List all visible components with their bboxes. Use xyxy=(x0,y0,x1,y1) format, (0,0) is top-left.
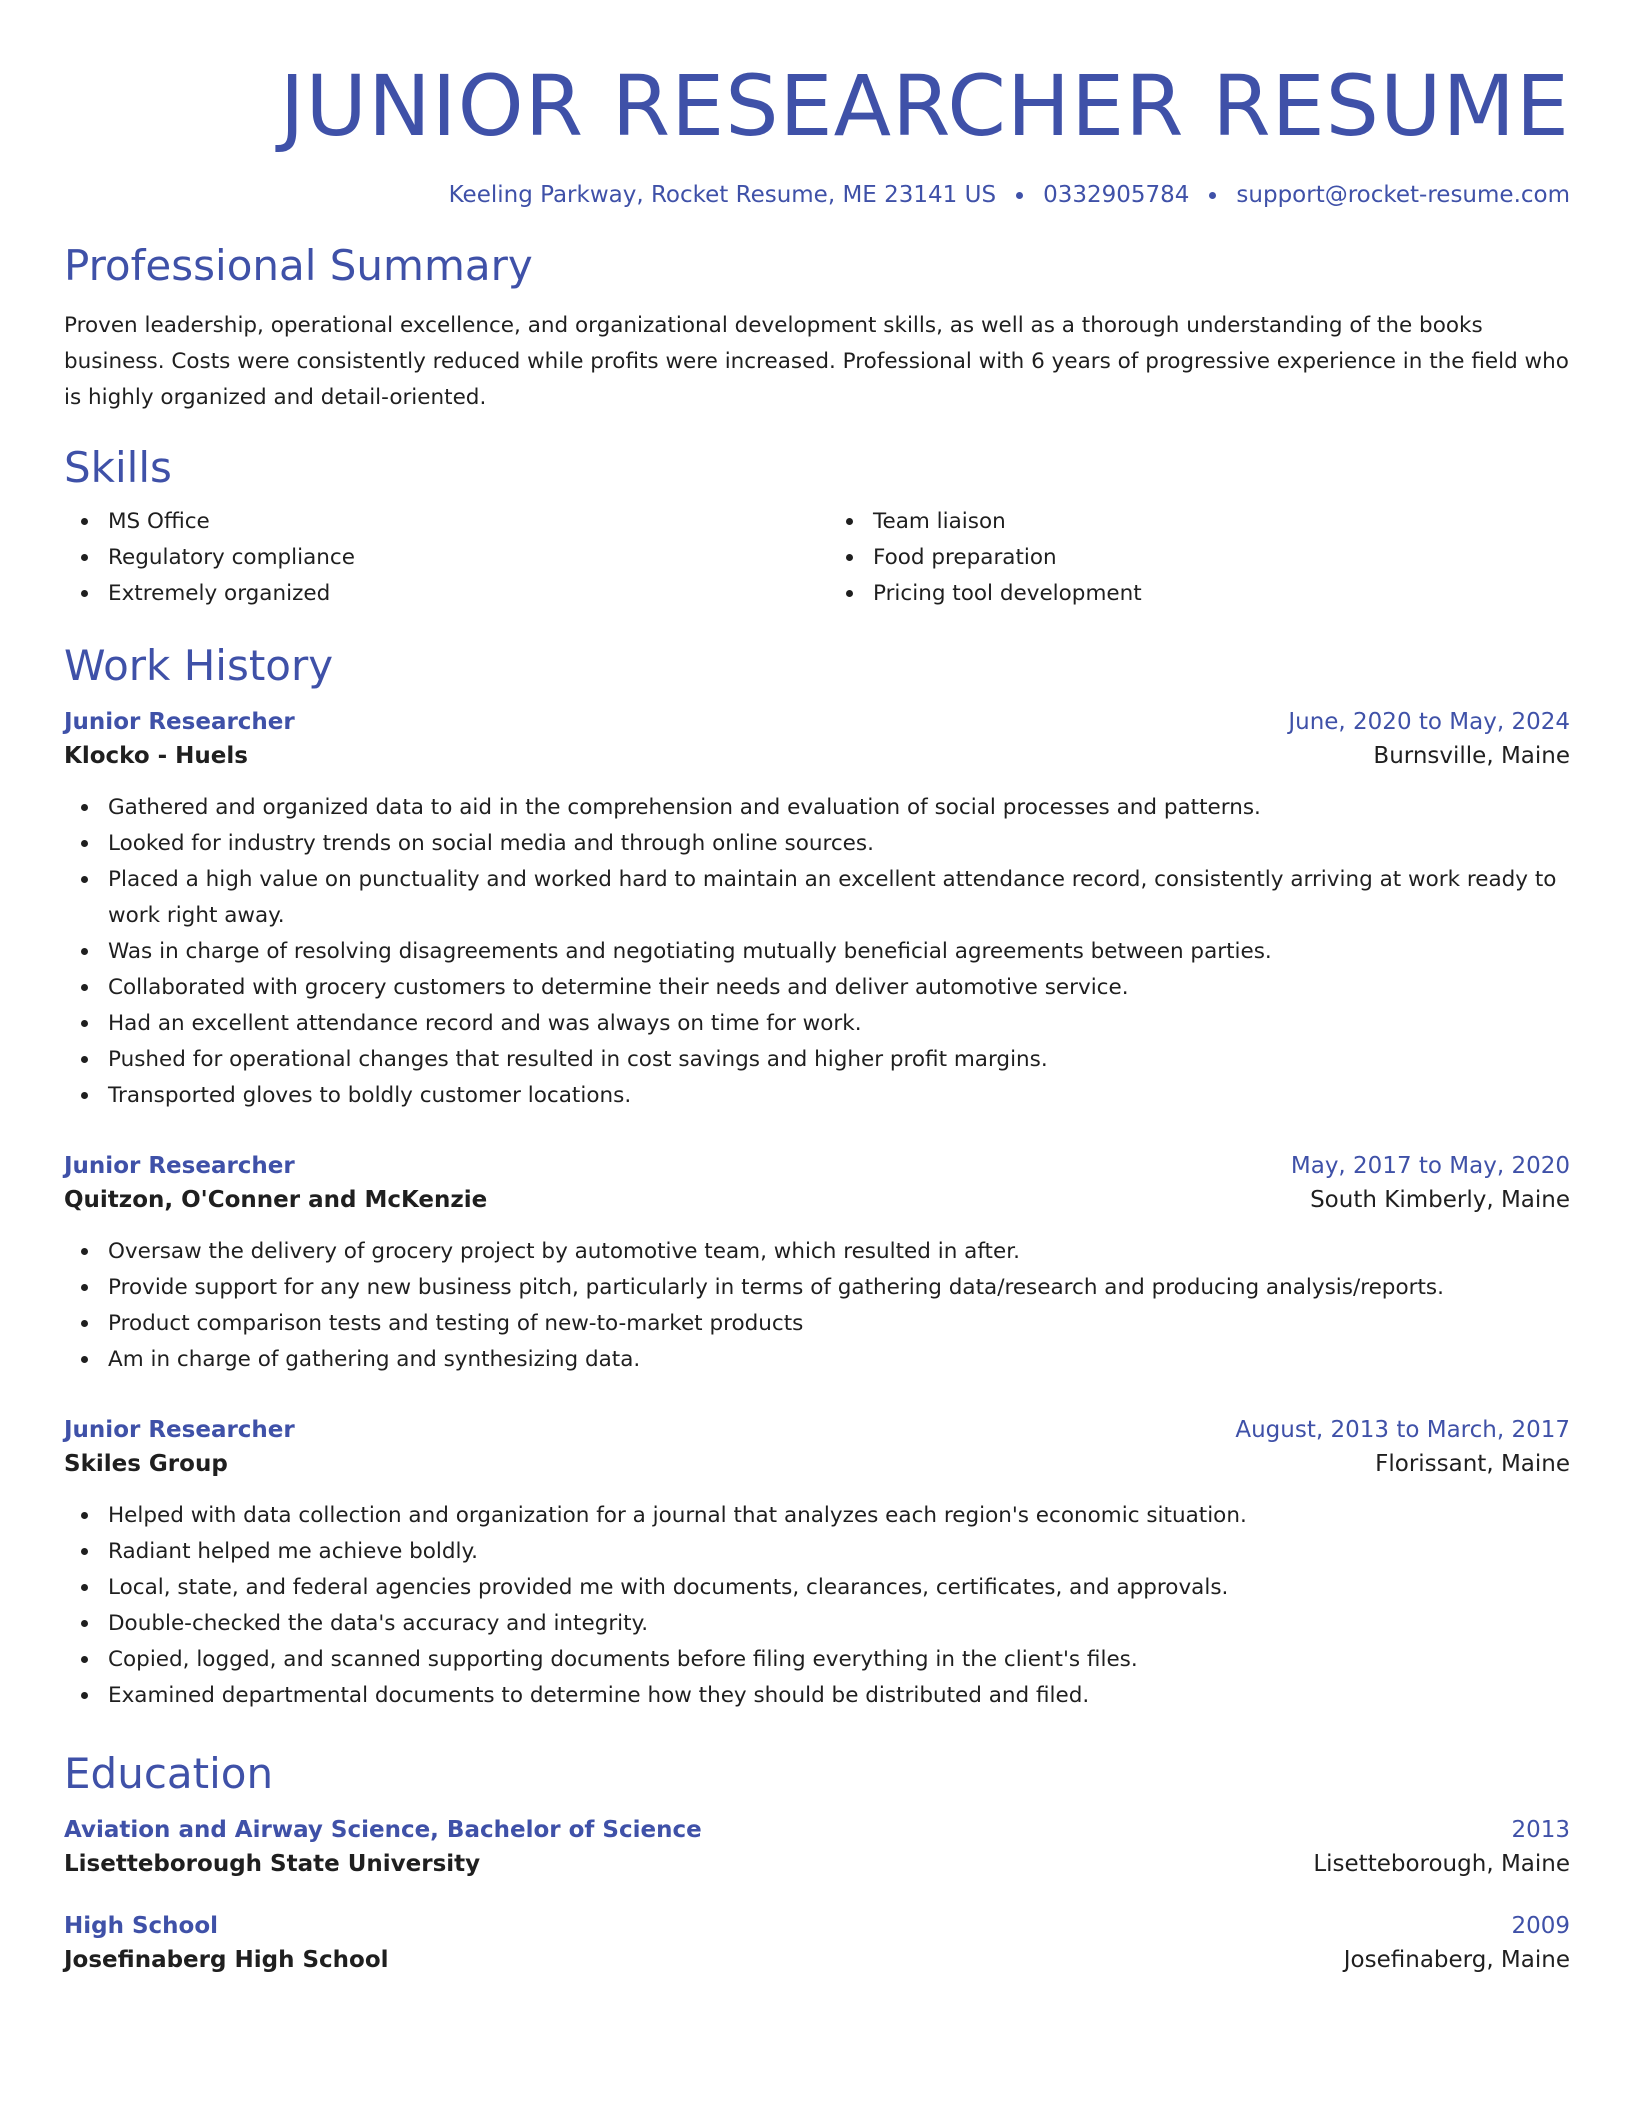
job-header-row xyxy=(64,1414,1570,1446)
job-location: Florissant, Maine xyxy=(1375,1451,1570,1477)
skills-section xyxy=(64,442,1570,612)
job-header-row xyxy=(64,1150,1570,1182)
job-dates: June, 2020 to May, 2024 xyxy=(1288,709,1570,735)
list-item: Double-checked the data's accuracy and integrity. xyxy=(64,1606,1570,1642)
list-item: Helped with data collection and organization for a journal that analyzes each region's economic situation. xyxy=(64,1498,1570,1534)
skill-item: Pricing tool development xyxy=(829,576,1570,612)
skills-list-right xyxy=(829,504,1570,612)
education-school: Lisetteborough State University xyxy=(64,1851,481,1877)
job-duties-list xyxy=(64,1498,1570,1714)
job-dates: August, 2013 to March, 2017 xyxy=(1235,1417,1570,1443)
job-role: Junior Researcher xyxy=(64,1417,295,1443)
job-entry xyxy=(64,1150,1570,1378)
job-company-row xyxy=(64,1182,1570,1218)
list-item: Examined departmental documents to determine how they should be distributed and filed. xyxy=(64,1678,1570,1714)
job-company: Skiles Group xyxy=(64,1451,228,1477)
job-entry xyxy=(64,706,1570,1114)
list-item: Provide support for any new business pitch, particularly in terms of gathering data/research and producing analysis/reports. xyxy=(64,1270,1570,1306)
job-header-row xyxy=(64,706,1570,738)
education-header-row xyxy=(64,1814,1570,1846)
job-location: South Kimberly, Maine xyxy=(1310,1187,1570,1213)
list-item: Had an excellent attendance record and was always on time for work. xyxy=(64,1006,1570,1042)
list-item: Oversaw the delivery of grocery project by automotive team, which resulted in after. xyxy=(64,1234,1570,1270)
education-header-row xyxy=(64,1910,1570,1942)
work-history-heading: Work History xyxy=(64,641,334,690)
skills-grid xyxy=(64,504,1570,612)
skill-item: Team liaison xyxy=(829,504,1570,540)
contact-line xyxy=(64,182,1570,208)
job-company: Quitzon, O'Conner and McKenzie xyxy=(64,1187,488,1213)
resume-title: JUNIOR RESEARCHER RESUME xyxy=(279,57,1570,155)
skills-list-left xyxy=(64,504,805,612)
job-role: Junior Researcher xyxy=(64,1153,295,1179)
education-entry xyxy=(64,1910,1570,1978)
education-entry xyxy=(64,1814,1570,1882)
work-history-section xyxy=(64,640,1570,1714)
education-location: Josefinaberg, Maine xyxy=(1343,1947,1570,1973)
list-item: Was in charge of resolving disagreements and negotiating mutually beneficial agreements between parties. xyxy=(64,934,1570,970)
list-item: Looked for industry trends on social media and through online sources. xyxy=(64,826,1570,862)
education-school-row xyxy=(64,1942,1570,1978)
education-year: 2013 xyxy=(1511,1817,1570,1843)
job-duties-list xyxy=(64,790,1570,1114)
job-company-row xyxy=(64,1446,1570,1482)
skill-item: Food preparation xyxy=(829,540,1570,576)
education-location: Lisetteborough, Maine xyxy=(1313,1851,1570,1877)
skill-item: MS Office xyxy=(64,504,805,540)
education-school: Josefinaberg High School xyxy=(64,1947,389,1973)
job-company-row xyxy=(64,738,1570,774)
contact-email: support@rocket-resume.com xyxy=(1236,182,1570,208)
separator-dot xyxy=(1016,192,1023,199)
job-role: Junior Researcher xyxy=(64,709,295,735)
contact-phone: 0332905784 xyxy=(1043,182,1190,208)
list-item: Copied, logged, and scanned supporting documents before filing everything in the client's files. xyxy=(64,1642,1570,1678)
summary-section xyxy=(64,240,1570,416)
list-item: Collaborated with grocery customers to determine their needs and deliver automotive service. xyxy=(64,970,1570,1006)
list-item: Product comparison tests and testing of new-to-market products xyxy=(64,1306,1570,1342)
list-item: Transported gloves to boldly customer locations. xyxy=(64,1078,1570,1114)
education-degree: Aviation and Airway Science, Bachelor of Science xyxy=(64,1817,702,1843)
summary-text: Proven leadership, operational excellence, and organizational development skills, as well as a thorough understanding of the books business. Costs were consistently reduced while profits were increased. Professional with 6 years of progressive experience in the field who is highly organized and detail-oriented. xyxy=(64,313,1569,410)
skill-item: Regulatory compliance xyxy=(64,540,805,576)
job-duties-list xyxy=(64,1234,1570,1378)
contact-address: Keeling Parkway, Rocket Resume, ME 23141 US xyxy=(448,182,997,208)
job-location: Burnsville, Maine xyxy=(1373,743,1570,769)
list-item: Local, state, and federal agencies provided me with documents, clearances, certificates, and approvals. xyxy=(64,1570,1570,1606)
job-company: Klocko - Huels xyxy=(64,743,248,769)
separator-dot xyxy=(1209,192,1216,199)
job-entry xyxy=(64,1414,1570,1714)
list-item: Pushed for operational changes that resulted in cost savings and higher profit margins. xyxy=(64,1042,1570,1078)
skill-item: Extremely organized xyxy=(64,576,805,612)
summary-heading: Professional Summary xyxy=(64,241,533,290)
education-degree: High School xyxy=(64,1913,219,1939)
education-section xyxy=(64,1748,1570,1978)
education-year: 2009 xyxy=(1511,1913,1570,1939)
skills-heading: Skills xyxy=(64,443,172,492)
list-item: Gathered and organized data to aid in the comprehension and evaluation of social processes and patterns. xyxy=(64,790,1570,826)
education-school-row xyxy=(64,1846,1570,1882)
list-item: Placed a high value on punctuality and worked hard to maintain an excellent attendance record, consistently arriving at work ready to work right away. xyxy=(64,862,1570,934)
resume-header xyxy=(64,56,1570,208)
list-item: Am in charge of gathering and synthesizing data. xyxy=(64,1342,1570,1378)
education-heading: Education xyxy=(64,1749,274,1798)
job-dates: May, 2017 to May, 2020 xyxy=(1290,1153,1570,1179)
list-item: Radiant helped me achieve boldly. xyxy=(64,1534,1570,1570)
